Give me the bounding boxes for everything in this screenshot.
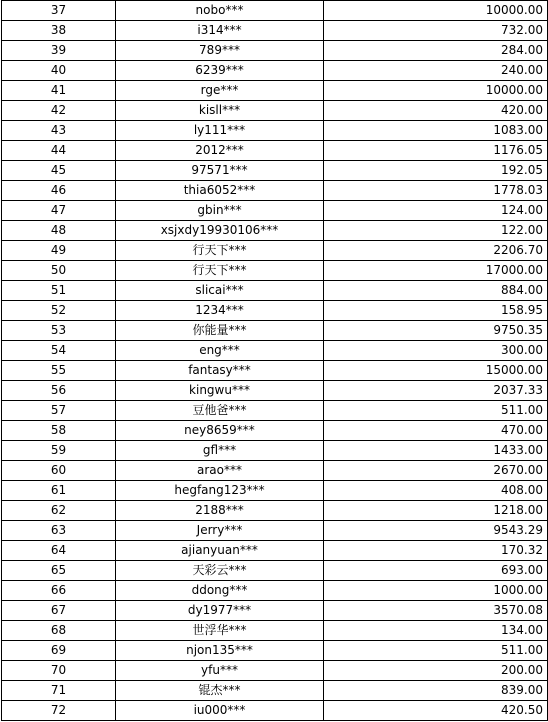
row-index-cell: 72 bbox=[2, 701, 116, 721]
amount-cell: 1176.05 bbox=[324, 141, 548, 161]
row-index-cell: 63 bbox=[2, 521, 116, 541]
username-cell: 锟杰*** bbox=[116, 681, 324, 701]
table-row bbox=[2, 221, 548, 241]
table-row bbox=[2, 541, 548, 561]
amount-cell: 420.00 bbox=[324, 101, 548, 121]
table-row bbox=[2, 341, 548, 361]
table-row bbox=[2, 201, 548, 221]
table-row bbox=[2, 381, 548, 401]
table-row bbox=[2, 361, 548, 381]
table-row bbox=[2, 121, 548, 141]
table-row bbox=[2, 641, 548, 661]
username-cell: arao*** bbox=[116, 461, 324, 481]
amount-cell: 732.00 bbox=[324, 21, 548, 41]
username-cell: i314*** bbox=[116, 21, 324, 41]
amount-cell: 839.00 bbox=[324, 681, 548, 701]
amount-cell: 9750.35 bbox=[324, 321, 548, 341]
table-row bbox=[2, 681, 548, 701]
amount-cell: 2037.33 bbox=[324, 381, 548, 401]
amount-cell: 192.05 bbox=[324, 161, 548, 181]
row-index-cell: 39 bbox=[2, 41, 116, 61]
amount-cell: 158.95 bbox=[324, 301, 548, 321]
amount-cell: 10000.00 bbox=[324, 81, 548, 101]
username-cell: ajianyuan*** bbox=[116, 541, 324, 561]
username-cell: slicai*** bbox=[116, 281, 324, 301]
row-index-cell: 68 bbox=[2, 621, 116, 641]
amount-cell: 122.00 bbox=[324, 221, 548, 241]
username-cell: 行天下*** bbox=[116, 261, 324, 281]
username-cell: 行天下*** bbox=[116, 241, 324, 261]
username-cell: 世浮华*** bbox=[116, 621, 324, 641]
row-index-cell: 65 bbox=[2, 561, 116, 581]
table-row bbox=[2, 261, 548, 281]
username-cell: 2188*** bbox=[116, 501, 324, 521]
table-row bbox=[2, 41, 548, 61]
row-index-cell: 44 bbox=[2, 141, 116, 161]
amount-cell: 17000.00 bbox=[324, 261, 548, 281]
amount-cell: 200.00 bbox=[324, 661, 548, 681]
table-row bbox=[2, 501, 548, 521]
row-index-cell: 62 bbox=[2, 501, 116, 521]
row-index-cell: 67 bbox=[2, 601, 116, 621]
amount-cell: 10000.00 bbox=[324, 1, 548, 21]
table-row bbox=[2, 81, 548, 101]
row-index-cell: 64 bbox=[2, 541, 116, 561]
row-index-cell: 55 bbox=[2, 361, 116, 381]
username-cell: 97571*** bbox=[116, 161, 324, 181]
row-index-cell: 71 bbox=[2, 681, 116, 701]
table-row bbox=[2, 1, 548, 21]
username-cell: fantasy*** bbox=[116, 361, 324, 381]
table-row bbox=[2, 581, 548, 601]
username-cell: gfl*** bbox=[116, 441, 324, 461]
row-index-cell: 54 bbox=[2, 341, 116, 361]
username-cell: rge*** bbox=[116, 81, 324, 101]
row-index-cell: 57 bbox=[2, 401, 116, 421]
table-row bbox=[2, 421, 548, 441]
table-row bbox=[2, 181, 548, 201]
table-row bbox=[2, 301, 548, 321]
row-index-cell: 40 bbox=[2, 61, 116, 81]
row-index-cell: 43 bbox=[2, 121, 116, 141]
row-index-cell: 69 bbox=[2, 641, 116, 661]
table-row bbox=[2, 321, 548, 341]
amount-cell: 15000.00 bbox=[324, 361, 548, 381]
username-cell: yfu*** bbox=[116, 661, 324, 681]
row-index-cell: 48 bbox=[2, 221, 116, 241]
row-index-cell: 52 bbox=[2, 301, 116, 321]
row-index-cell: 45 bbox=[2, 161, 116, 181]
username-cell: ddong*** bbox=[116, 581, 324, 601]
amount-cell: 408.00 bbox=[324, 481, 548, 501]
username-cell: ly111*** bbox=[116, 121, 324, 141]
username-cell: 789*** bbox=[116, 41, 324, 61]
username-cell: kingwu*** bbox=[116, 381, 324, 401]
username-cell: 豆他爸*** bbox=[116, 401, 324, 421]
amount-cell: 170.32 bbox=[324, 541, 548, 561]
amount-cell: 693.00 bbox=[324, 561, 548, 581]
row-index-cell: 49 bbox=[2, 241, 116, 261]
table-row bbox=[2, 401, 548, 421]
username-cell: xsjxdy19930106*** bbox=[116, 221, 324, 241]
amount-cell: 1218.00 bbox=[324, 501, 548, 521]
table-row bbox=[2, 241, 548, 261]
row-index-cell: 47 bbox=[2, 201, 116, 221]
username-cell: njon135*** bbox=[116, 641, 324, 661]
table-row bbox=[2, 441, 548, 461]
table-row bbox=[2, 281, 548, 301]
row-index-cell: 61 bbox=[2, 481, 116, 501]
amount-cell: 1083.00 bbox=[324, 121, 548, 141]
username-cell: iu000*** bbox=[116, 701, 324, 721]
row-index-cell: 50 bbox=[2, 261, 116, 281]
amount-cell: 470.00 bbox=[324, 421, 548, 441]
username-cell: 1234*** bbox=[116, 301, 324, 321]
amount-cell: 9543.29 bbox=[324, 521, 548, 541]
amount-cell: 124.00 bbox=[324, 201, 548, 221]
table-row bbox=[2, 601, 548, 621]
table-row bbox=[2, 481, 548, 501]
row-index-cell: 56 bbox=[2, 381, 116, 401]
amount-cell: 511.00 bbox=[324, 641, 548, 661]
amount-cell: 240.00 bbox=[324, 61, 548, 81]
table-row bbox=[2, 661, 548, 681]
table-row bbox=[2, 701, 548, 721]
donor-table bbox=[1, 0, 548, 721]
username-cell: 你能量*** bbox=[116, 321, 324, 341]
row-index-cell: 60 bbox=[2, 461, 116, 481]
row-index-cell: 37 bbox=[2, 1, 116, 21]
table-row bbox=[2, 161, 548, 181]
table-body bbox=[2, 1, 548, 721]
amount-cell: 420.50 bbox=[324, 701, 548, 721]
username-cell: kisll*** bbox=[116, 101, 324, 121]
table-row bbox=[2, 561, 548, 581]
row-index-cell: 41 bbox=[2, 81, 116, 101]
username-cell: ney8659*** bbox=[116, 421, 324, 441]
amount-cell: 2670.00 bbox=[324, 461, 548, 481]
amount-cell: 1000.00 bbox=[324, 581, 548, 601]
row-index-cell: 66 bbox=[2, 581, 116, 601]
row-index-cell: 70 bbox=[2, 661, 116, 681]
amount-cell: 2206.70 bbox=[324, 241, 548, 261]
username-cell: dy1977*** bbox=[116, 601, 324, 621]
row-index-cell: 51 bbox=[2, 281, 116, 301]
table-row bbox=[2, 101, 548, 121]
row-index-cell: 42 bbox=[2, 101, 116, 121]
username-cell: 天彩云*** bbox=[116, 561, 324, 581]
amount-cell: 1778.03 bbox=[324, 181, 548, 201]
row-index-cell: 53 bbox=[2, 321, 116, 341]
amount-cell: 511.00 bbox=[324, 401, 548, 421]
username-cell: thia6052*** bbox=[116, 181, 324, 201]
table-row bbox=[2, 141, 548, 161]
amount-cell: 284.00 bbox=[324, 41, 548, 61]
username-cell: 6239*** bbox=[116, 61, 324, 81]
row-index-cell: 46 bbox=[2, 181, 116, 201]
username-cell: hegfang123*** bbox=[116, 481, 324, 501]
amount-cell: 134.00 bbox=[324, 621, 548, 641]
amount-cell: 3570.08 bbox=[324, 601, 548, 621]
table-row bbox=[2, 521, 548, 541]
username-cell: eng*** bbox=[116, 341, 324, 361]
username-cell: 2012*** bbox=[116, 141, 324, 161]
amount-cell: 884.00 bbox=[324, 281, 548, 301]
username-cell: nobo*** bbox=[116, 1, 324, 21]
row-index-cell: 38 bbox=[2, 21, 116, 41]
row-index-cell: 58 bbox=[2, 421, 116, 441]
table-row bbox=[2, 461, 548, 481]
table-row bbox=[2, 621, 548, 641]
row-index-cell: 59 bbox=[2, 441, 116, 461]
amount-cell: 300.00 bbox=[324, 341, 548, 361]
username-cell: gbin*** bbox=[116, 201, 324, 221]
username-cell: Jerry*** bbox=[116, 521, 324, 541]
table-row bbox=[2, 61, 548, 81]
table-row bbox=[2, 21, 548, 41]
amount-cell: 1433.00 bbox=[324, 441, 548, 461]
